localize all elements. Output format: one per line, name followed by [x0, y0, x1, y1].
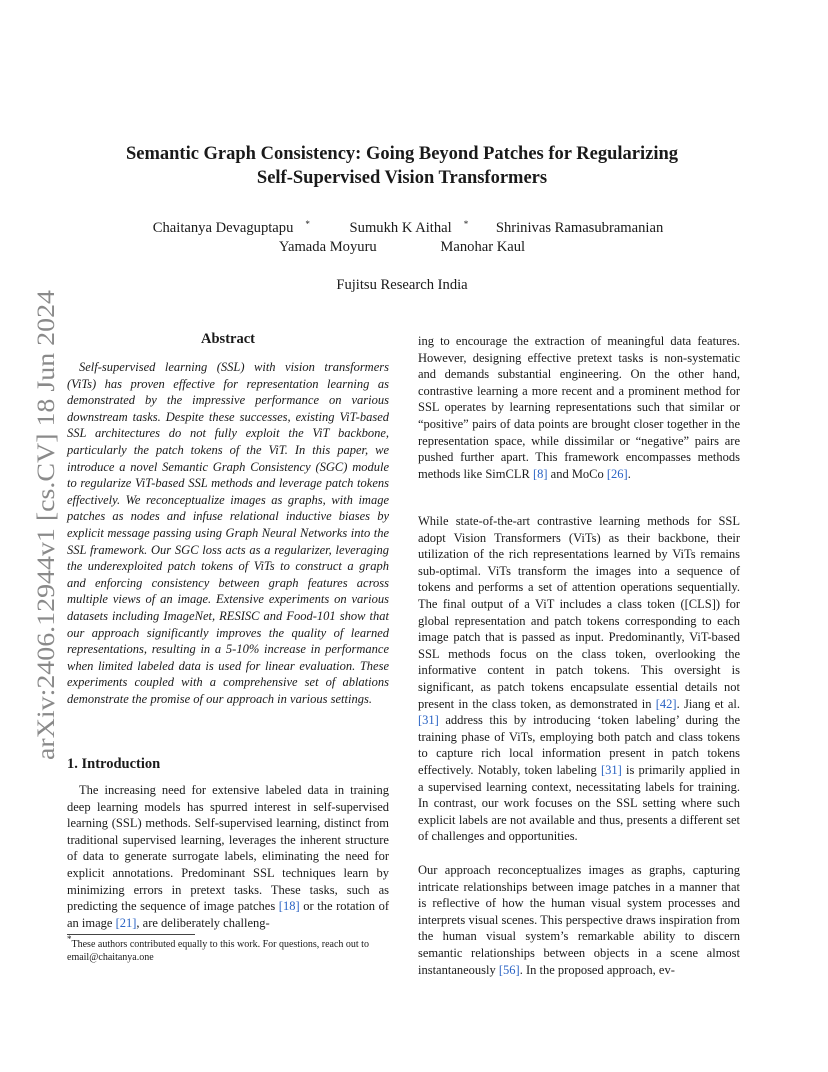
citation-link[interactable]: [18] — [278, 899, 300, 914]
arxiv-sidebar-identifier — [10, 280, 70, 760]
introduction-paragraph-1: The increasing need for extensive labeled data in training deep learning models has spurred interest in self-supervised learning (SSL) methods. Self-supervised learning, distinct from traditional supervised learning, leverages the inherent structure of data to generate surrogate labels, eliminating the need for explicit annotations. Predominant SSL techniques learn by minimizing errors in pretext tasks. These tasks, such as predicting the sequence of image patches [18] or the rotation of an image [21], are deliberately challeng- — [67, 783, 389, 930]
abstract-heading: Abstract — [201, 331, 255, 347]
footnote: *These authors contributed equally to this work. For questions, reach out to email@chaitanya.one — [67, 934, 369, 963]
author-row-2 — [100, 238, 704, 257]
title-line-2: Self-Supervised Vision Transformers — [256, 168, 548, 188]
title-line-1: Semantic Graph Consistency: Going Beyond Patches for Regularizing — [125, 144, 679, 164]
author-1: Chaitanya Devaguptapu * — [152, 219, 310, 236]
right-column-paragraph-2: While state-of-the-art contrastive learning methods for SSL adopt Vision Transformers (ViTs) as their backbone, their utilization of the rich representations learned by ViTs remains sub-optimal. ViTs transform the images into a sequence of tokens and performs a set of attention operations sequentially. The final output of a ViT includes a class token ([CLS]) for global representation and patch tokens corresponding to each image patch that is passed as input. Predominantly, ViT-based SSL methods focus on the class token, overlooking the informative content in patch tokens. This oversight is significant, as patch tokens encapsulate essential details not present in the class token, as demonstrated in [42]. Jiang et al. [31] address this by introducing ‘token labeling’ during the training phase of ViTs, employing both patch and class tokens to capture rich local information present in patch tokens effectively. Notably, token labeling [31] is primarily applied in a supervised learning context, necessitating labels for training. In contrast, our work focuses on the SSL setting where such explicit labels are not available and thus, presents a different set of challenges and opportunities. — [418, 514, 740, 844]
citation-link[interactable]: [56] — [498, 962, 520, 977]
introduction-heading: 1. Introduction — [67, 756, 161, 772]
arxiv-id-text: arXiv:2406.12944v1 [cs.CV] 18 Jun 2024 — [33, 339, 60, 760]
affiliation: Fujitsu Research India — [336, 277, 468, 293]
footnote-mark: * — [67, 934, 72, 944]
author-4: Yamada Moyuru — [278, 239, 377, 255]
citation-link[interactable]: [31] — [600, 762, 622, 777]
abstract-body: Self-supervised learning (SSL) with vision transformers (ViTs) has proven effective for representation learning as demonstrated by the impressive performance on various downstream tasks. Despite these successes, existing ViT-based SSL architectures do not fully exploit the ViT backbone, particularly the patch tokens of the ViT. In this paper, we introduce a novel Semantic Graph Consistency (SGC) module to regularize ViT-based SSL methods and leverage patch tokens effectively. We reconceptualize images as graphs, with image patches as nodes and infuse relational inductive biases by explicit message passing using Graph Neural Networks into the SSL framework. Our SGC loss acts as a regularizer, leveraging the underexploited patch tokens of ViTs to construct a graph and enforcing consistency between graph features across multiple views of an image. Extensive experiments on various datasets including ImageNet, RESISC and Food-101 show that our approach significantly improves the quality of learned representations, resulting in a 5-10% increase in performance when limited labeled data is used for linear evaluation. These experiments coupled with a comprehensive set of ablations demonstrate the promise of our approach in various settings. — [67, 360, 389, 706]
footnote-rule — [67, 934, 195, 935]
paper-title — [100, 142, 704, 190]
right-column-paragraph-1: ing to encourage the extraction of meaningful data features. However, designing effective pretext tasks is non-systematic and demands substantial engineering. On the other hand, contrastive learning a more recent and a prominent method for SSL operates by learning representations such that similar or “positive” pairs of data points are brought closer together in the representation space, while dissimilar or “negative” pairs are pushed further apart. This framework encompasses methods methods like SimCLR [8] and MoCo [26]. — [418, 334, 740, 481]
right-column-paragraph-3: Our approach reconceptualizes images as graphs, capturing intricate relationships between image patches in a manner that is reflective of how the human visual system processes and interprets visual scenes. This perspective draws inspiration from the human visual system’s remarkable ability to discern semantic relationships between objects in a scene almost instantaneously [56]. In the proposed approach, ev- — [418, 863, 740, 977]
citation-link[interactable]: [21] — [115, 915, 137, 930]
citation-link[interactable]: [31] — [418, 713, 439, 728]
citation-link[interactable]: [42] — [655, 696, 677, 711]
citation-link[interactable]: [26] — [606, 466, 628, 481]
author-3: Shrinivas Ramasubramanian — [495, 220, 664, 236]
author-2: Sumukh K Aithal * — [349, 219, 469, 236]
citation-link[interactable]: [8] — [532, 466, 548, 481]
equal-contribution-mark: * — [305, 219, 310, 229]
author-list — [100, 219, 704, 257]
author-5: Manohar Kaul — [440, 239, 526, 255]
author-row-1 — [100, 219, 704, 238]
equal-contribution-mark: * — [463, 219, 469, 229]
arxiv-sidebar-svg — [10, 280, 70, 760]
